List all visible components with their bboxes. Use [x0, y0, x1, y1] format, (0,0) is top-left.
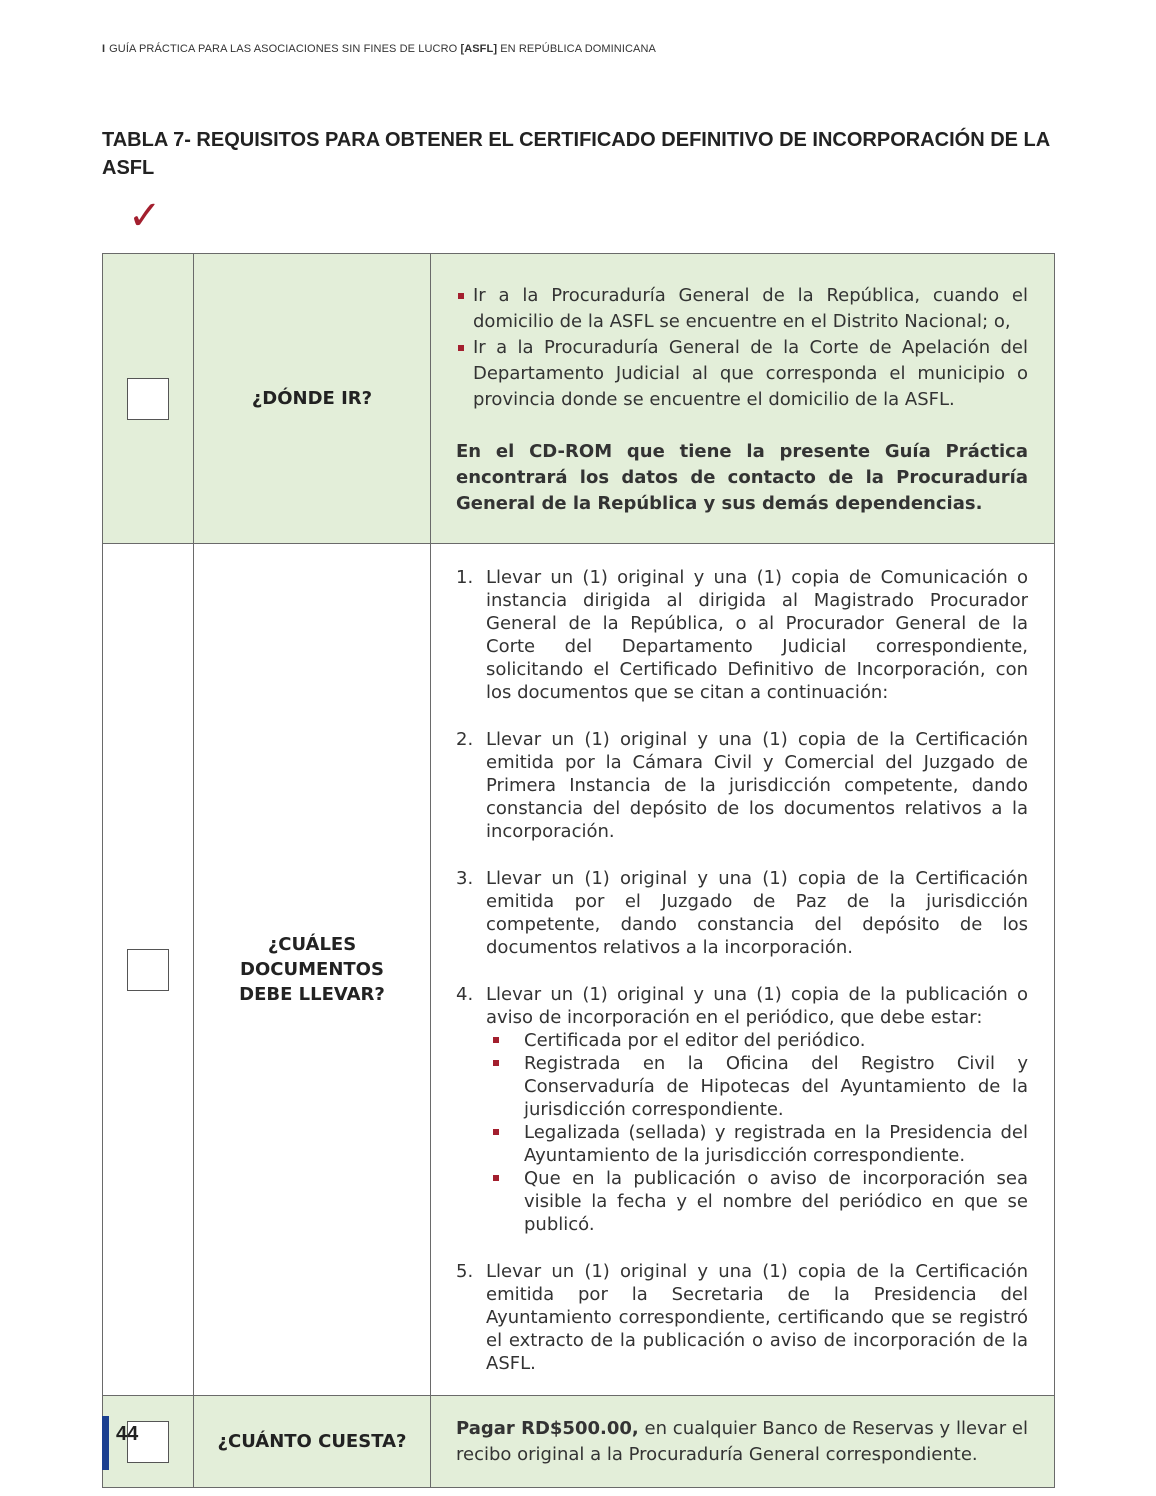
item-number: 5.	[456, 1261, 474, 1282]
row-content-donde	[431, 254, 1055, 544]
table-row	[103, 544, 1055, 1396]
list-item	[456, 728, 1028, 843]
cost-text: en cualquier Banco de Reservas y llevar el recibo original a la Procuraduría General correspondiente.	[456, 1417, 1029, 1465]
checkmark-icon: ✓	[128, 193, 162, 239]
running-header	[102, 43, 656, 55]
sub-list-item: Certificada por el editor del periódico.	[486, 1029, 1028, 1052]
list-item	[456, 867, 1028, 959]
item-number: 3.	[456, 868, 474, 889]
item-text: Llevar un (1) original y una (1) copia de la publicación o aviso de incorporación en el periódico, que debe estar:	[486, 984, 1028, 1028]
list-item	[456, 1260, 1028, 1375]
page-number: 44	[116, 1423, 139, 1445]
row-label-documentos: ¿CUÁLES DOCUMENTOS DEBE LLEVAR?	[194, 544, 431, 1396]
table-title: TABLA 7- REQUISITOS PARA OBTENER EL CERTIFICADO DEFINITIVO DE INCORPORACIÓN DE LA ASFL	[102, 129, 1050, 179]
item-text: Llevar un (1) original y una (1) copia de Comunicación o instancia dirigida al dirigida al Magistrado Procurador General de la República, o al Procurador General de la Corte del Departamento Judicial correspondiente, solicitando el Certificado Definitivo de Incorporación, con los documentos que se citan a continuación:	[486, 567, 1028, 703]
page-number-bar	[102, 1416, 109, 1470]
row-content-documentos	[431, 544, 1055, 1396]
item-number: 2.	[456, 729, 474, 750]
item-number: 4.	[456, 984, 474, 1005]
item-text: Llevar un (1) original y una (1) copia de la Certificación emitida por el Juzgado de Paz de la jurisdicción competente, dando constancia del depósito de los documentos relativos a la incorporación.	[486, 868, 1028, 958]
cost-amount: Pagar RD$500.00,	[456, 1417, 639, 1439]
row-content-cuesta	[431, 1396, 1055, 1488]
checkbox-documentos[interactable]	[127, 949, 169, 991]
item-text: Llevar un (1) original y una (1) copia de la Certificación emitida por la Cámara Civil y Comercial del Juzgado de Primera Instancia de la jurisdicción competente, dando constancia del depósito de los documentos relativos a la incorporación.	[486, 729, 1028, 842]
cdrom-note: En el CD-ROM que tiene la presente Guía Práctica encontrará los datos de contacto de la Procuraduría General de la República y sus demás dependencias.	[456, 440, 1028, 514]
header-text: GUÍA PRÁCTICA PARA LAS ASOCIACIONES SIN FINES DE LUCRO	[109, 43, 458, 55]
requirements-table	[102, 253, 1055, 1488]
sub-list-item: Registrada en la Oficina del Registro Civil y Conservaduría de Hipotecas del Ayuntamiento de la jurisdicción correspondiente.	[486, 1052, 1028, 1121]
item-text: Llevar un (1) original y una (1) copia de la Certificación emitida por la Secretaria de la Presidencia del Ayuntamiento correspondiente, certificando que se registró el extracto de la publicación o aviso de incorporación de la ASFL.	[486, 1261, 1028, 1374]
row-label-cuesta: ¿CUÁNTO CUESTA?	[194, 1396, 431, 1488]
header-bar-mark: I	[102, 43, 106, 55]
list-item	[456, 983, 1028, 1236]
sub-bullets	[486, 1029, 1028, 1236]
list-item	[456, 566, 1028, 704]
checkbox-donde[interactable]	[127, 378, 169, 420]
sub-list-item: Que en la publicación o aviso de incorporación sea visible la fecha y el nombre del periódico en que se publicó.	[486, 1167, 1028, 1236]
documentos-list	[456, 566, 1028, 1375]
header-bold-acronym: [ASFL]	[460, 43, 498, 55]
sub-list-item: Legalizada (sellada) y registrada en la Presidencia del Ayuntamiento de la jurisdicción correspondiente.	[486, 1121, 1028, 1167]
header-text-end: EN REPÚBLICA DOMINICANA	[500, 43, 656, 55]
donde-bullets	[456, 283, 1028, 413]
table-row	[103, 254, 1055, 544]
table-row	[103, 1396, 1055, 1488]
list-item: Ir a la Procuraduría General de la Corte de Apelación del Departamento Judicial al que corresponda el municipio o provincia donde se encuentre el domicilio de la ASFL.	[456, 335, 1028, 413]
list-item: Ir a la Procuraduría General de la República, cuando el domicilio de la ASFL se encuentre en el Distrito Nacional; o,	[456, 283, 1028, 335]
row-label-donde: ¿DÓNDE IR?	[194, 254, 431, 544]
item-number: 1.	[456, 567, 474, 588]
